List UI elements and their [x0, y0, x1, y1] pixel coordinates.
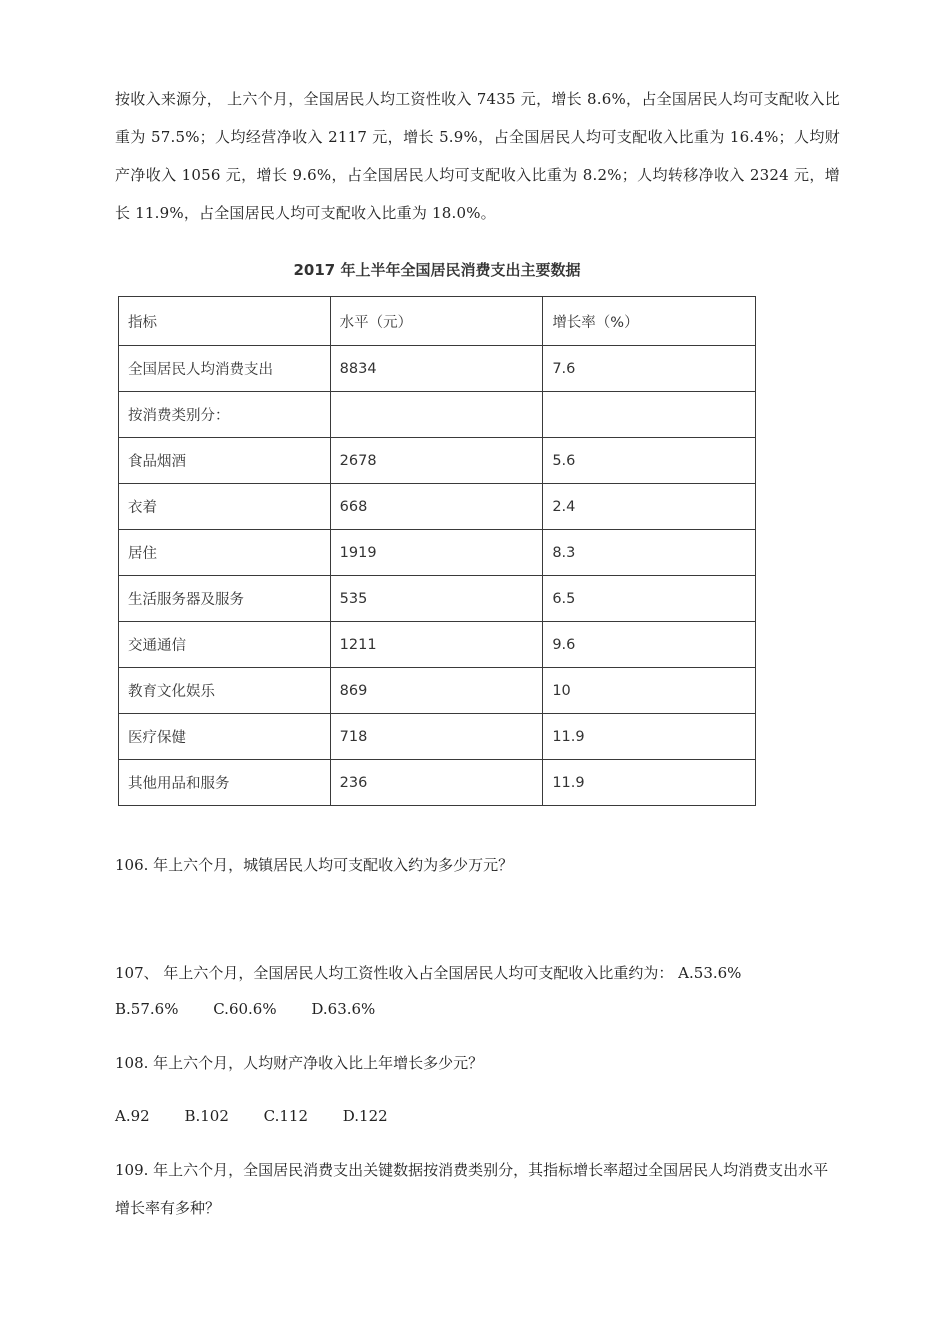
table-row — [119, 346, 756, 392]
row-growth: 6.5 — [543, 576, 756, 622]
row-indicator: 交通通信 — [119, 622, 331, 668]
row-indicator: 衣着 — [119, 484, 331, 530]
row-indicator: 其他用品和服务 — [119, 760, 331, 806]
table-row — [119, 760, 756, 806]
consumption-table — [118, 296, 756, 806]
row-growth: 9.6 — [543, 622, 756, 668]
question-108-options — [115, 1097, 840, 1135]
table-row — [119, 576, 756, 622]
row-level: 1211 — [330, 622, 543, 668]
row-indicator: 教育文化娱乐 — [119, 668, 331, 714]
row-indicator: 全国居民人均消费支出 — [119, 346, 331, 392]
table-row — [119, 392, 756, 438]
header-indicator: 指标 — [119, 297, 331, 346]
row-level: 2678 — [330, 438, 543, 484]
header-level: 水平（元） — [330, 297, 543, 346]
row-growth — [543, 392, 756, 438]
option-b: B.57.6% — [115, 1000, 179, 1018]
table-row — [119, 484, 756, 530]
question-108: 108. 年上六个月，人均财产净收入比上年增长多少元？ — [115, 1054, 484, 1072]
table-title: 2017 年上半年全国居民消费支出主要数据 — [293, 261, 581, 279]
table-row — [119, 668, 756, 714]
option-d: D.63.6% — [311, 1000, 376, 1018]
option-a: A.92 — [115, 1107, 150, 1125]
row-indicator: 居住 — [119, 530, 331, 576]
row-indicator: 医疗保健 — [119, 714, 331, 760]
row-growth: 11.9 — [543, 760, 756, 806]
row-indicator: 生活服务器及服务 — [119, 576, 331, 622]
question-106: 106. 年上六个月，城镇居民人均可支配收入约为多少万元？ — [115, 856, 514, 874]
intro-paragraph: 按收入来源分， 上六个月，全国居民人均工资性收入 7435 元，增长 8.6%，占全国居民人均可支配收入比重为 57.5%；人均经营净收入 2117 元，增长 5.9%，占全国居民人均可支配收入比重为 16.4%；人均财产净收入 1056 元，增长 9.6%，占全国居民人均可支配收入比重为 8.2%；人均转移净收入 2324 元，增长 11.9%，占全国居民人均可支配收入比重为 18.0%。 — [115, 90, 840, 222]
row-level: 8834 — [330, 346, 543, 392]
question-107-options — [115, 990, 840, 1028]
table-row — [119, 622, 756, 668]
row-indicator: 按消费类别分： — [119, 392, 331, 438]
row-level: 718 — [330, 714, 543, 760]
row-growth: 5.6 — [543, 438, 756, 484]
option-c: C.60.6% — [213, 1000, 277, 1018]
row-level: 236 — [330, 760, 543, 806]
row-growth: 2.4 — [543, 484, 756, 530]
question-107: 107、 年上六个月，全国居民人均工资性收入占全国居民人均可支配收入比重约为： A.53.6% — [115, 964, 742, 982]
row-indicator: 食品烟酒 — [119, 438, 331, 484]
row-growth: 7.6 — [543, 346, 756, 392]
row-level: 535 — [330, 576, 543, 622]
option-b: B.102 — [184, 1107, 229, 1125]
table-header-row — [119, 297, 756, 346]
row-level — [330, 392, 543, 438]
option-d: D.122 — [342, 1107, 388, 1125]
row-level: 668 — [330, 484, 543, 530]
question-109: 109. 年上六个月，全国居民消费支出关键数据按消费类别分，其指标增长率超过全国居民人均消费支出水平增长率有多种？ — [115, 1161, 829, 1217]
table-row — [119, 530, 756, 576]
option-c: C.112 — [263, 1107, 309, 1125]
row-growth: 10 — [543, 668, 756, 714]
table-row — [119, 438, 756, 484]
row-growth: 8.3 — [543, 530, 756, 576]
header-growth: 增长率（%） — [543, 297, 756, 346]
row-level: 1919 — [330, 530, 543, 576]
row-growth: 11.9 — [543, 714, 756, 760]
row-level: 869 — [330, 668, 543, 714]
table-row — [119, 714, 756, 760]
